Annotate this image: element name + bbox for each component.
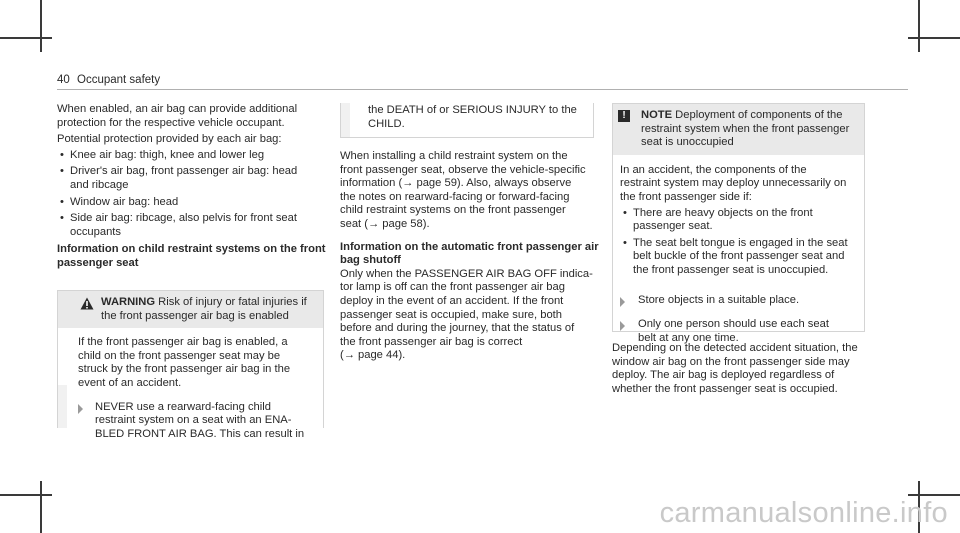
warning-title-line: the front passenger air bag is enabled [101,309,289,322]
warning-continuation-box [340,103,594,138]
watermark-text: carmanualsonline.info [659,497,948,529]
crop-mark [40,481,42,533]
exclamation-icon: ! [618,110,630,122]
column-right [612,342,872,396]
crop-mark [0,37,52,39]
installation-paragraph: When installing a child restraint system on the front passenger seat, observe the vehicle-specific information (→ page 59). Also, always observe the notes on rearward-facing or forward-facing child restraint systems on the front passenger seat (→ page 58). [340,150,586,230]
note-list [620,207,858,278]
page-number: 40 [57,74,70,86]
crop-mark [918,0,920,52]
list-item: • Side air bag: ribcage, also pelvis for front seat occupants [57,212,327,239]
subheading-airbag-shutoff: Information on the automatic front passenger air bag shutoff [340,240,599,267]
list-item: • Window air bag: head [57,196,327,210]
window-airbag-paragraph: Depending on the detected accident situation, the window air bag on the front passenger side may deploy. The air bag is deployed regardless of whether the front passenger seat is occupied. [612,342,858,395]
header-rule [57,89,908,90]
warning-action: NEVER use a rearward-facing child restraint system on a seat with an ENA- BLED FRONT AIR BAG. This can result in [58,391,323,442]
note-body: In an accident, the components of the restraint system may deploy unnecessarily on the front passenger side if: • There are heavy objects on the front passenger seat. • The seat belt tongue is engaged in the seat belt buckle of the front passenger seat and the front passenger seat is unoccupied. [613,155,864,278]
crop-mark [0,494,52,496]
note-header: ! NOTE Deployment of components of the restraint system when the front passenger seat is unoccupied [613,104,864,155]
airbag-list [57,149,327,240]
warning-box [57,290,324,440]
crop-mark [40,0,42,52]
warning-continuation-line: CHILD. [368,117,405,130]
warning-continuation-line: the DEATH of or SERIOUS INJURY to the [368,104,577,116]
warning-body: If the front passenger air bag is enabled, a child on the front passenger seat may be struck by the front passenger air bag in the event of an accident. [78,336,291,389]
list-item: • Knee air bag: thigh, knee and lower leg [57,149,327,163]
note-label: NOTE [641,109,673,121]
warning-title: WARNING Risk of injury or fatal injuries if [101,296,307,308]
crop-mark [908,494,960,496]
list-item: • Driver's air bag, front passenger air bag: head and ribcage [57,165,327,192]
list-item: • The seat belt tongue is engaged in the seat belt buckle of the front passenger seat and the front passenger seat is unoccupied. [620,237,858,278]
column-left [57,103,327,271]
warning-triangle-icon [80,297,94,310]
note-title-line: seat is unoccupied [641,136,734,149]
action-arrow-icon [78,404,83,414]
warning-header [58,291,323,328]
provided-by-text: Potential protection provided by each air bag: [57,133,282,146]
note-title-line: restraint system when the front passenger [641,122,850,135]
note-box [612,103,865,344]
action-strip [58,385,67,428]
action-strip [341,103,350,137]
shutoff-paragraph: Only when the PASSENGER AIR BAG OFF indica- tor lamp is off can the front passenger air bag deploy in the event of an accident. If the front passenger seat is occupied, make sure, both before and during the journey, that the status of the front passenger air bag is correct (→ page 44). [340,267,593,362]
action-arrow-icon [620,297,625,307]
action-arrow-icon [620,321,625,331]
crop-mark [908,37,960,39]
subheading-child-restraint: Information on child restraint systems on the front passenger seat [57,243,326,269]
intro-paragraph: When enabled, an air bag can provide additional protection for the respective vehicle occupant. [57,103,298,129]
section-title: Occupant safety [77,74,161,86]
warning-label: WARNING [101,296,156,308]
column-middle [340,150,600,363]
note-action: Store objects in a suitable place. [613,278,864,308]
list-item: • There are heavy objects on the front passenger seat. [620,207,858,234]
note-action: Only one person should use each seat belt at any one time. [613,307,864,345]
